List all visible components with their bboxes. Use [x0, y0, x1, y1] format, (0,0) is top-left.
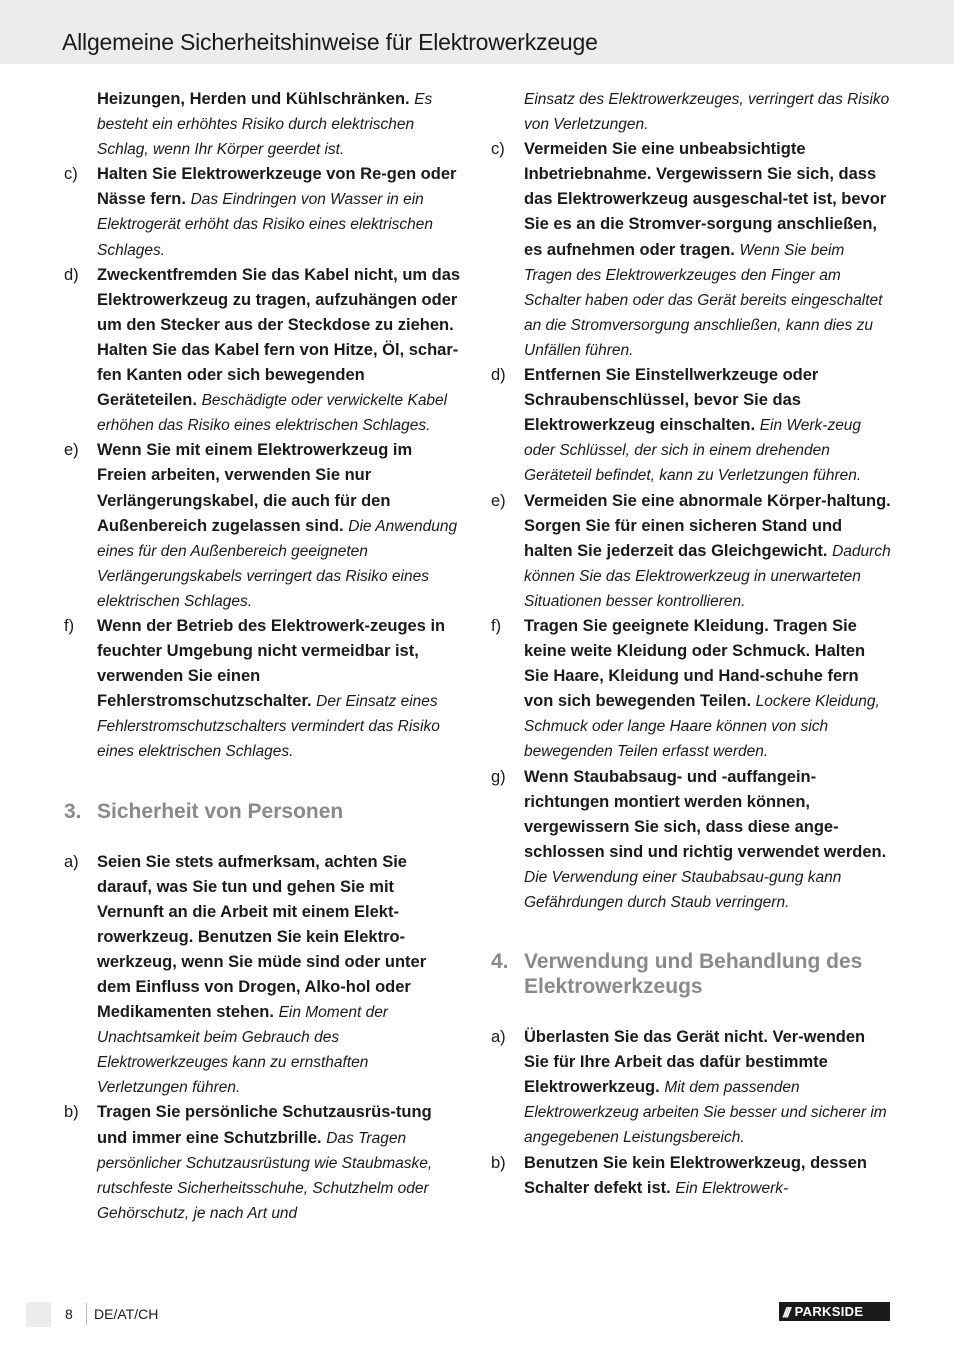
item-bold: Zweckentfremden Sie das Kabel nicht, um das Elektrowerkzeug zu tragen, aufzuhängen oder um den Stecker aus der Steckdose zu ziehen. Halten Sie das Kabel fern von Hitze, Öl, schar-fen Kanten oder sich bewegenden Geräteteilen. [97, 265, 461, 410]
right-column [489, 87, 891, 1201]
list-item [489, 765, 891, 916]
header-bar [0, 0, 954, 64]
item-letter: f) [64, 616, 75, 635]
item-bold: Tragen Sie persönliche Schutzausrüs-tung und immer eine Schutzbrille. [97, 1103, 432, 1147]
item-italic: Die Verwendung einer Staubabsau-gung kann Gefährdungen durch Staub verringern. [524, 868, 842, 911]
item-bold: Seien Sie stets aufmerksam, achten Sie darauf, was Sie tun und gehen Sie mit Vernunft an die Arbeit mit einem Elekt-rowerkzeug. Benutzen Sie kein Elektro-werkzeug, wenn Sie müde sind oder unter dem Einfluss von Drogen, Alko-hol oder Medikamenten stehen. [97, 852, 427, 1022]
item-letter: d) [491, 366, 506, 385]
section-number: 3. [64, 799, 82, 823]
item-letter: c) [64, 165, 78, 184]
section-heading-3 [62, 799, 462, 824]
list-item [489, 1025, 891, 1150]
footer-divider [86, 1303, 87, 1325]
left-intro [62, 87, 462, 162]
item-italic: Mit dem passenden Elektrowerkzeug arbeiten Sie besser und sicherer im angegebenen Leistungsbereich. [524, 1079, 887, 1147]
item-letter: b) [64, 1103, 79, 1122]
item-letter: c) [491, 140, 505, 159]
list-item [489, 614, 891, 765]
item-italic: Ein Elektrowerk- [675, 1179, 789, 1197]
item-italic: Der Einsatz eines Fehlerstromschutzschalters vermindert das Risiko eines elektrischen Schlages. [97, 693, 440, 761]
item-bold: Überlasten Sie das Gerät nicht. Ver-wenden Sie für Ihre Arbeit das dafür bestimmte Elektrowerkzeug. [524, 1028, 866, 1097]
list-item [62, 850, 462, 1101]
left-column [62, 87, 462, 1226]
item-bold: Wenn Staubabsaug- und -auffangein-richtungen montiert werden können, vergewissern Sie sich, dass diese ange-schlossen sind und richtig verwendet werden. [524, 767, 887, 861]
section-heading-4 [489, 949, 891, 999]
page-title: Allgemeine Sicherheitshinweise für Elektrowerkzeuge [62, 29, 598, 55]
right-intro [489, 87, 891, 137]
item-letter: e) [491, 491, 506, 510]
list-item [489, 1151, 891, 1201]
item-bold: Wenn Sie mit einem Elektrowerkzeug im Freien arbeiten, verwenden Sie nur Verlängerungskabel, die auch für den Außenbereich zugelassen sind. [97, 441, 413, 535]
item-italic: Dadurch können Sie das Elektrowerkzeug in unerwarteten Situationen besser kontrollieren. [524, 542, 891, 610]
list-item [62, 438, 462, 614]
item-italic: Beschädigte oder verwickelte Kabel erhöhen das Risiko eines elektrischen Schlages. [97, 392, 448, 435]
page-number: 8 [65, 1306, 73, 1322]
item-italic: Einsatz des Elektrowerkzeuges, verringert das Risiko von Verletzungen. [524, 91, 890, 134]
item-letter: a) [491, 1028, 506, 1047]
item-letter: b) [491, 1153, 506, 1172]
list-item [62, 614, 462, 765]
item-bold: Vermeiden Sie eine unbeabsichtigte Inbetriebnahme. Vergewissern Sie sich, dass das Elektrowerkzeug ausgeschal-tet ist, bevor Sie es an die Stromver-sorgung anschließen, es aufnehmen oder tragen. [524, 140, 887, 259]
section-number: 4. [491, 950, 509, 974]
item-italic: Die Anwendung eines für den Außenbereich geeigneten Verlängerungskabels verringert das Risiko eines elektrischen Schlages. [97, 517, 458, 610]
logo-stripes-icon: /// [783, 1303, 789, 1320]
item-italic: Lockere Kleidung, Schmuck oder lange Haare können von sich bewegenden Teilen erfasst werden. [524, 693, 880, 761]
item-bold: Halten Sie Elektrowerkzeuge von Re-gen oder Nässe fern. [97, 165, 457, 209]
item-bold: Benutzen Sie kein Elektrowerkzeug, dessen Schalter defekt ist. [524, 1153, 867, 1197]
footer-page-marker [26, 1302, 51, 1327]
item-letter: a) [64, 852, 79, 871]
item-italic: Das Eindringen von Wasser in ein Elektrogerät erhöht das Risiko eines elektrischen Schlages. [97, 191, 434, 259]
item-italic: Wenn Sie beim Tragen des Elektrowerkzeuges den Finger am Schalter haben oder das Gerät bereits eingeschaltet an die Stromversorgung anschließen, kann dies zu Unfällen führen. [524, 241, 883, 359]
item-letter: f) [491, 616, 502, 635]
item-italic: Ein Moment der Unachtsamkeit beim Gebrauch des Elektrowerkzeuges kann zu ernsthaften Verletzungen führen. [97, 1004, 388, 1097]
list-item [62, 162, 462, 262]
item-bold: Tragen Sie geeignete Kleidung. Tragen Sie keine weite Kleidung oder Schmuck. Halten Sie Haare, Kleidung und Hand-schuhe fern von sich bewegenden Teilen. [524, 616, 866, 711]
item-letter: e) [64, 441, 79, 460]
item-italic: Es besteht ein erhöhtes Risiko durch elektrischen Schlag, wenn Ihr Körper geerdet ist. [97, 91, 433, 159]
list-item [489, 137, 891, 363]
section-title: Verwendung und Behandlung des Elektrowerkzeugs [524, 950, 863, 999]
list-item [489, 363, 891, 488]
item-letter: d) [64, 265, 79, 284]
item-italic: Das Tragen persönlicher Schutzausrüstung wie Staubmaske, rutschfeste Sicherheitsschuhe, Schutzhelm oder Gehörschutz, je nach Art und [97, 1129, 433, 1222]
item-bold: Vermeiden Sie eine abnormale Körper-haltung. Sorgen Sie für einen sicheren Stand und halten Sie jederzeit das Gleichgewicht. [524, 491, 891, 560]
country-codes: DE/AT/CH [94, 1306, 159, 1322]
item-letter: g) [491, 767, 506, 786]
item-bold: Heizungen, Herden und Kühlschränken. [97, 90, 410, 108]
list-item [62, 263, 462, 439]
logo-brand: PARKSIDE [794, 1304, 864, 1319]
item-bold: Wenn der Betrieb des Elektrowerk-zeuges in feuchter Umgebung nicht vermeidbar ist, verwenden Sie einen Fehlerstromschutzschalter. [97, 616, 446, 711]
item-bold: Entfernen Sie Einstellwerkzeuge oder Schraubenschlüssel, bevor Sie das Elektrowerkzeug einschalten. [524, 366, 819, 435]
section-title: Sicherheit von Personen [97, 799, 344, 823]
parkside-logo [779, 1302, 890, 1321]
list-item [489, 489, 891, 614]
item-italic: Ein Werk-zeug oder Schlüssel, der sich in einem drehenden Geräteteil befindet, kann zu Verletzungen führen. [524, 417, 862, 485]
list-item [62, 1100, 462, 1225]
